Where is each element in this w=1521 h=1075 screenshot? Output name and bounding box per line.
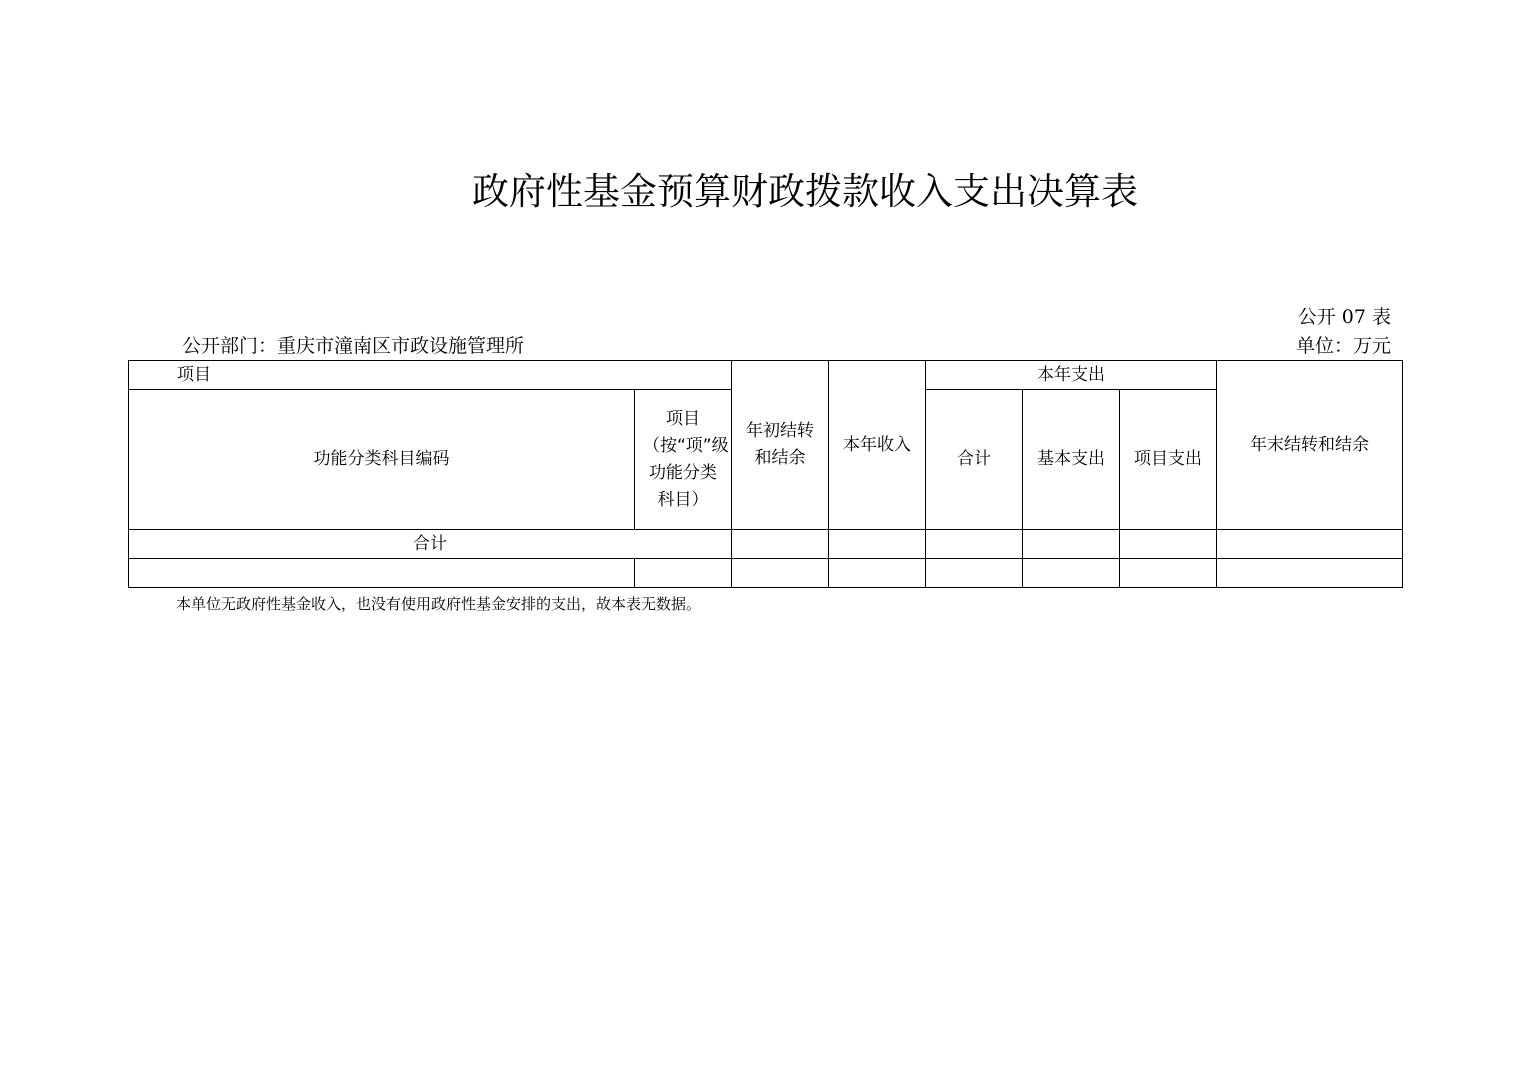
total-begin-balance bbox=[732, 530, 829, 559]
total-end-balance bbox=[1217, 530, 1403, 559]
department-label: 公开部门：重庆市潼南区市政设施管理所 bbox=[182, 335, 525, 357]
empty-cell bbox=[829, 559, 926, 588]
empty-cell bbox=[1120, 559, 1217, 588]
header-spend-group: 本年支出 bbox=[926, 361, 1217, 390]
header-end-balance: 年末结转和结余 bbox=[1217, 361, 1403, 530]
header-begin-balance: 年初结转和结余 bbox=[732, 361, 829, 530]
report-title: 政府性基金预算财政拨款收入支出决算表 bbox=[472, 170, 1138, 213]
header-income: 本年收入 bbox=[829, 361, 926, 530]
empty-cell bbox=[635, 559, 732, 588]
total-spend-total bbox=[926, 530, 1023, 559]
header-project: 项目 bbox=[129, 361, 732, 390]
unit-label: 单位：万元 bbox=[1295, 335, 1391, 357]
total-spend-project bbox=[1120, 530, 1217, 559]
header-project-name: 项目（按“项”级功能分类科目） bbox=[635, 390, 732, 530]
empty-cell bbox=[926, 559, 1023, 588]
total-income bbox=[829, 530, 926, 559]
total-label: 合计 bbox=[129, 530, 732, 559]
empty-cell bbox=[732, 559, 829, 588]
header-spend-total: 合计 bbox=[926, 390, 1023, 530]
header-spend-project: 项目支出 bbox=[1120, 390, 1217, 530]
header-func-code: 功能分类科目编码 bbox=[129, 390, 635, 530]
empty-cell bbox=[1217, 559, 1403, 588]
header-spend-basic: 基本支出 bbox=[1023, 390, 1120, 530]
table-note: 本单位无政府性基金收入，也没有使用政府性基金安排的支出，故本表无数据。 bbox=[176, 595, 702, 613]
total-spend-basic bbox=[1023, 530, 1120, 559]
budget-table bbox=[128, 360, 1403, 588]
empty-cell bbox=[129, 559, 635, 588]
empty-cell bbox=[1023, 559, 1120, 588]
form-number: 公开 07 表 bbox=[1297, 306, 1391, 328]
